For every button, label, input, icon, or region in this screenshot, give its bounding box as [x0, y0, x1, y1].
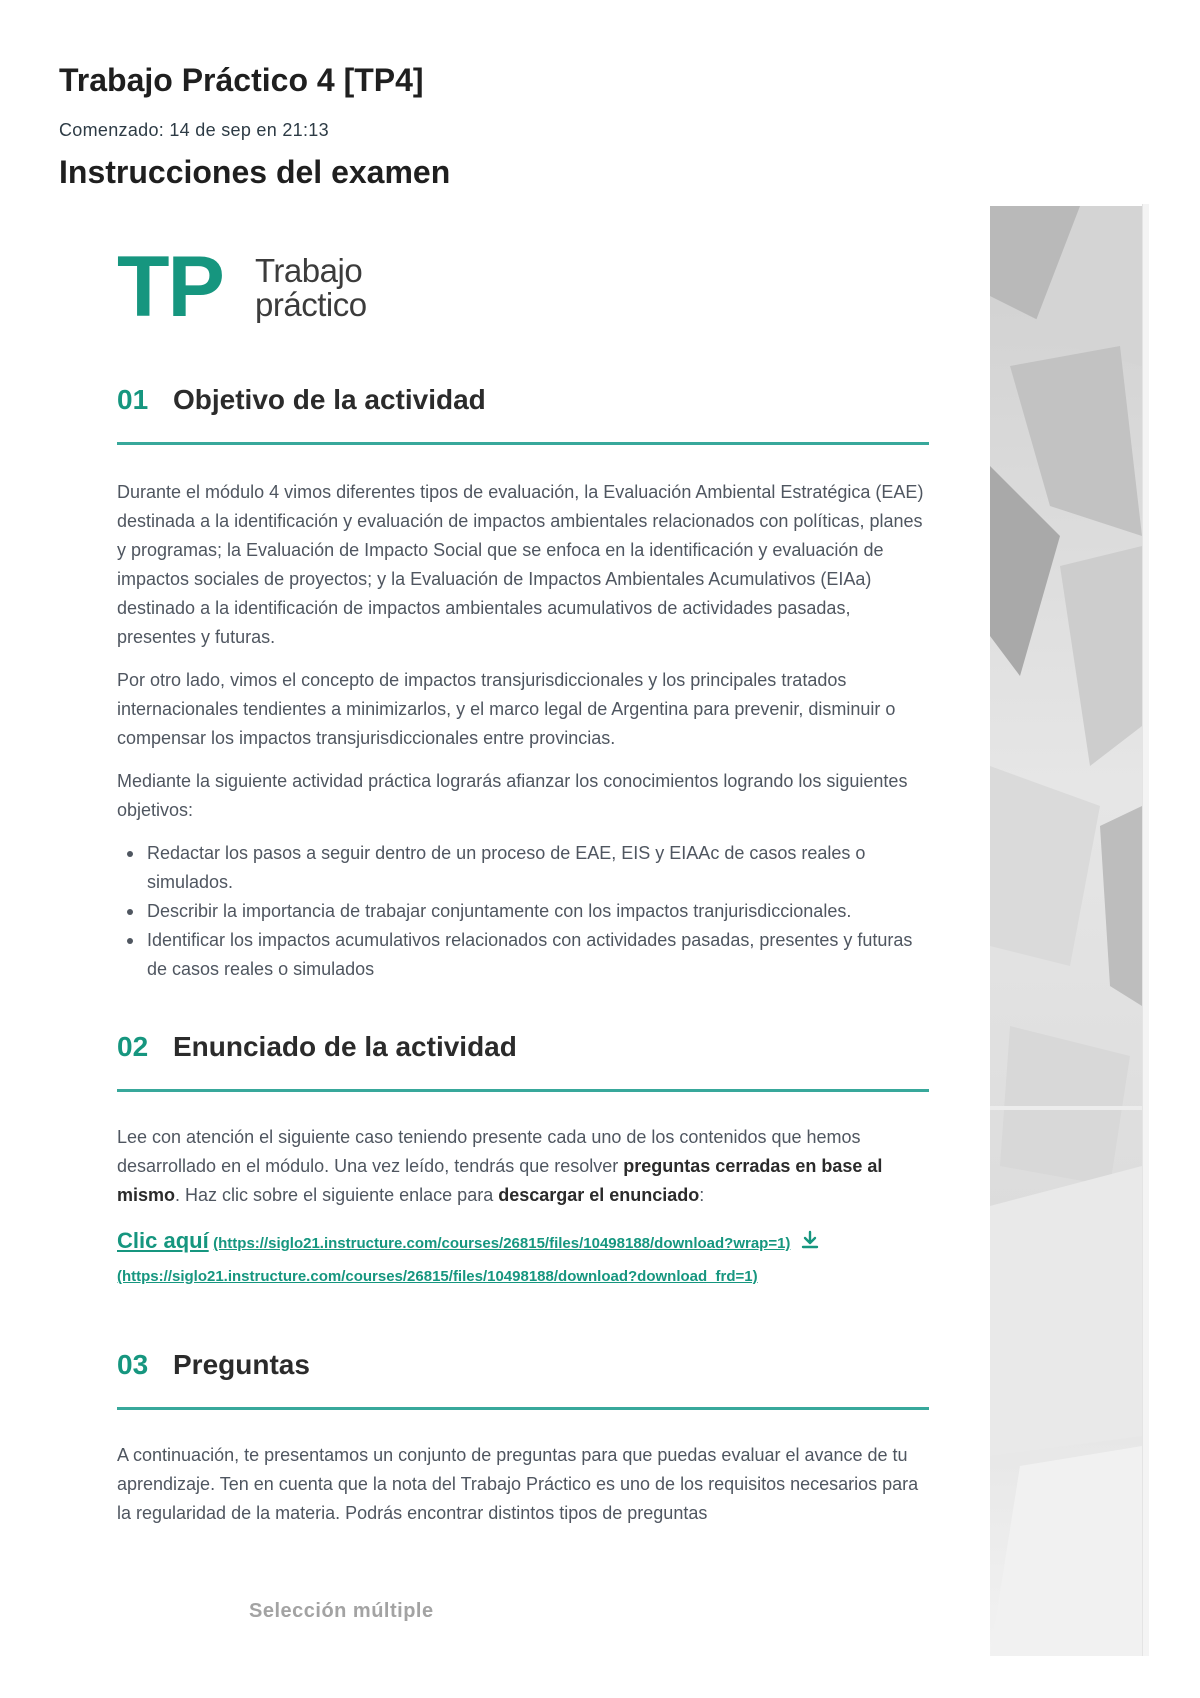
- objetivo-paragraph-1: Durante el módulo 4 vimos diferentes tipos de evaluación, la Evaluación Ambiental Estratégica (EAE) destinada a la identificación y evaluación de impactos ambientales relacionados con políticas, planes y programas; la Evaluación de Impacto Social que se enfoca en la identificación y evaluación de impactos sociales de proyectos; y la Evaluación de Impactos Ambientales Acumulativos (EIAa) destinado a la identificación de impactos ambientales acumulativos de actividades pasadas, presentes y futuras.: [117, 482, 924, 647]
- download-link-row: [117, 1228, 947, 1255]
- preguntas-paragraph: A continuación, te presentamos un conjunto de preguntas para que puedas evaluar el avance de tu aprendizaje. Ten en cuenta que la nota del Trabajo Práctico es uno de los requisitos necesarios para la regularidad de la materia. Podrás encontrar distintos tipos de preguntas: [117, 1445, 919, 1523]
- side-image-edge: [1142, 204, 1149, 1656]
- section-divider: [117, 1407, 929, 1410]
- objetivo-paragraph-2: Por otro lado, vimos el concepto de impactos transjurisdiccionales y los principales tratados internacionales tendientes a minimizarlos, y el marco legal de Argentina para prevenir, disminuir o compensar los impactos transjurisdiccionales entre provincias.: [117, 670, 896, 748]
- logo-line-2: práctico: [255, 286, 367, 323]
- section-title: Preguntas: [173, 1349, 310, 1380]
- section-header: [117, 1031, 929, 1071]
- question-type-label: Selección múltiple: [249, 1600, 434, 1622]
- logo-text: [255, 254, 367, 322]
- objetivo-paragraph-3: Mediante la siguiente actividad práctica lograrás afianzar los conocimientos logrando los siguientes objetivos:: [117, 771, 908, 820]
- decorative-side-image: [990, 206, 1142, 1656]
- enunciado-text-a: Lee con atención el siguiente caso teniendo presente cada uno de los contenidos que hemos desarrollado en el módulo. Una vez leído, tendrás que resolver: [117, 1127, 861, 1176]
- list-item: Redactar los pasos a seguir dentro de un proceso de EAE, EIS y EIAAc de casos reales o simulados.: [117, 839, 929, 897]
- section-preguntas: [117, 1349, 929, 1389]
- section-title: Enunciado de la actividad: [173, 1031, 517, 1062]
- logo-mark: TP: [117, 239, 223, 335]
- enunciado-paragraph: [117, 1123, 929, 1210]
- page-title: Trabajo Práctico 4 [TP4]: [59, 62, 424, 98]
- section-header: [117, 384, 929, 424]
- list-item: Describir la importancia de trabajar conjuntamente con los impactos tranjurisdiccionales.: [117, 897, 929, 926]
- enunciado-emphasis-2: descargar el enunciado: [498, 1185, 700, 1205]
- section-divider: [117, 442, 929, 445]
- logo-line-1: Trabajo: [255, 252, 363, 289]
- enunciado-emphasis-1: preguntas cerradas en base al mismo: [117, 1156, 883, 1205]
- enunciado-text-c: . Haz clic sobre el siguiente enlace para: [175, 1185, 499, 1205]
- enunciado-file-link[interactable]: (https://siglo21.instructure.com/courses/26815/files/10498188/download?wrap=1): [213, 1235, 791, 1252]
- instructions-title: Instrucciones del examen: [59, 154, 451, 190]
- download-file-link[interactable]: (https://siglo21.instructure.com/courses/26815/files/10498188/download?download_frd=1): [117, 1268, 758, 1285]
- started-timestamp: Comenzado: 14 de sep en 21:13: [59, 120, 329, 140]
- objetivos-list: [117, 839, 929, 984]
- section-number: 01: [117, 384, 149, 415]
- section-title: Objetivo de la actividad: [173, 384, 486, 415]
- section-divider: [117, 1089, 929, 1092]
- section-number: 03: [117, 1349, 149, 1380]
- clic-aqui-link[interactable]: Clic aquí: [117, 1228, 209, 1253]
- section-number: 02: [117, 1031, 149, 1062]
- list-item: Identificar los impactos acumulativos relacionados con actividades pasadas, presentes y futuras de casos reales o simulados: [117, 926, 929, 984]
- download-icon[interactable]: [801, 1230, 819, 1255]
- section-objetivo: [117, 384, 929, 424]
- enunciado-text-e: :: [699, 1185, 705, 1205]
- section-enunciado: [117, 1031, 929, 1071]
- section-header: [117, 1349, 929, 1389]
